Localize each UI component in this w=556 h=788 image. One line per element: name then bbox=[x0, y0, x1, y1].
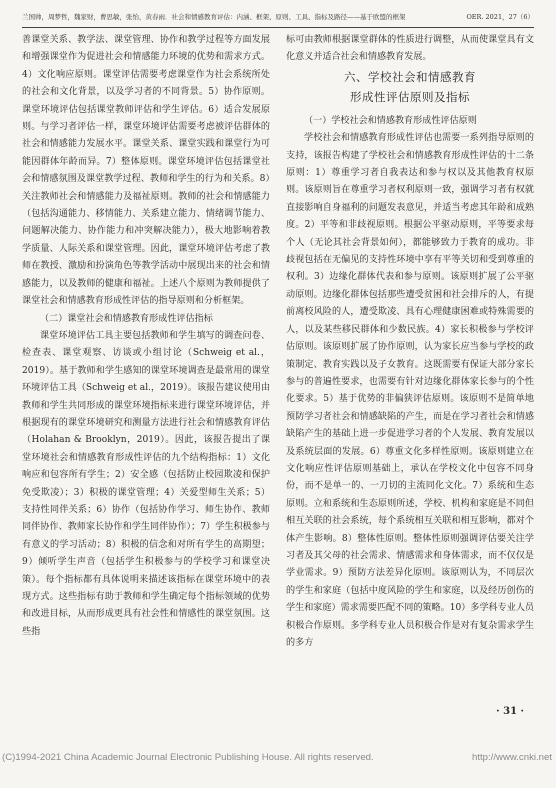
header-journal-issue: OER. 2021，27（6） bbox=[466, 13, 534, 21]
running-header bbox=[22, 10, 534, 24]
body-paragraph: 善课堂关系、教学法、课堂管理、协作和教学过程等方面发展和增强课堂作为促进社会和情感能力环境的优势和需求方式。4）文化响应原则。课堂评估需要考虑课堂作为社会系统所处的社会和文化背景，以及学习者的不同背景。5）协作原则。课堂环境评估包括课堂教师评估和学生评估。6）适合发展原则。与学习者评估一样，课堂环境评估需要考虑被评估群体的社会和情感能力发展水平。课堂关系、课堂实践和课堂行为可能因群体年龄而异。7）整体原则。课堂环境评估包括课堂社会和情感氛围及课堂教学过程、教师和学生的行为和关系。8）关注教师社会和情感能力及福祉原则。教师的社会和情感能力（包括沟通能力、移情能力、关系建立能力、情绪调节能力、问题解决能力、协作能力和冲突解决能力），极大地影响着教学质量、人际关系和课堂管理。因此，课堂环境评估考虑了教师在教授、激励和扮演角色等教学活动中展现出来的社会和情感能力，以及教师的健康和福祉。上述八个原则为教师提供了课堂社会和情感教育形成性评估的指导原则和分析框架。 bbox=[22, 35, 270, 307]
footer-copyright: (C)1994-2021 China Academic Journal Electronic Publishing House. All rights reserved. bbox=[2, 752, 374, 763]
body-paragraph: 课堂环境评估工具主要包括教师和学生填写的调查问卷、检查表、课堂观察、访谈或小组讨论（Schweig et al.，2019）。基于教师和学生感知的课堂环境调查是最常用的课堂环境评估工具（Schweig et al.，2019）。该报告建议使用由教师和学生共同形成的课堂环境指标来进行课堂环境评估，并根据现有的课堂环境研究和测量方法进行社会和情感教育评估（Holahan & Brooklyn，2019）。因此，该报告提出了课堂环境社会和情感教育形成性评估的九个结构指标：1）文化响应和包容所有学生；2）安全感（包括防止校园欺凌和保护免受欺凌）；3）积极的课堂管理；4）关爱型师生关系；5）支持性同伴关系；6）协作（包括协作学习、师生协作、教师同伴协作、教师家长协作和学生同伴协作）；7）学生积极参与有意义的学习活动；8）积极的信念和对所有学生的高期望；9）倾听学生声音（包括学生积极参与的学校学习和课堂决策）。每个指标都有具体说明来描述该指标在课堂环境中的表现方式。这些指标有助于教师和学生确定每个指标领域的优势和改进目标，从而形成更具有社会性和情感性的课堂氛围。这些指 bbox=[22, 330, 270, 637]
subsection-heading: （一）学校社会和情感教育形成性评估原则 bbox=[304, 115, 477, 126]
left-column bbox=[22, 32, 270, 641]
footer-site-link[interactable]: http://www.cnki.net bbox=[472, 752, 552, 763]
header-divider bbox=[22, 27, 534, 28]
header-authors-title: 兰国帅，周梦哲，魏家财，曹思敏，张怡，黄春雨．社会和情感教育评估：内涵、框架、原则、工具、指标及路径——基于欧盟的框架 bbox=[22, 13, 406, 21]
body-paragraph: 学校社会和情感教育形成性评估也需要一系列指导原则的支持，该报告构建了学校社会和情感教育形成性评估的十二条原则：1）尊重学习者自我表达和参与权以及其他教育权原则。该原则旨在尊重学习者权利原则一致，强调学习者有权就直接影响自身福利的问题发表意见，并适当考虑其年龄和成熟度。2）平等和非歧视原则。根据公平驱动原则，平等要求每个人（无论其社会背景如何），都能够致力于教育的成功。非歧视包括在无偏见的支持性环境中享有平等关切和受到尊重的权利。3）边缘化群体代表和参与原则。该原则扩展了公平驱动原则。边缘化群体包括那些遭受贫困和社会排斥的人，有提前离校风险的人，遭受欺凌、具有心理健康困难或特殊需要的人，以及某些移民群体和少数民族。4）家长积极参与学校评估原则。该原则扩展了协作原则，认为家长应当参与学校的政策制定、教育实践以及子女教育。这既需要有保证大部分家长参与的普遍性要求，也需要有针对边缘化群体家长参与的个性化要求。5）基于优势的非偏狭评估原则。该原则不是简单地预防学习者社会和情感缺陷的产生，而是在学习者社会和情感缺陷产生的基础上进一步促进学习者的个人发展、教育发展以及系统层面的发展。6）尊重文化多样性原则。该原则建立在文化响应性评估原则基础上，承认在学校文化中包容不同身份，而不是单一的、一刀切的主流同化文化。7）系统和生态原则。立和系统和生态原则所述，学校、机构和家庭是不同但相互关联的社会系统，每个系统相互关联和相互影响，都对个体产生影响。8）整体性原则。整体性原则强调评估要关注学习者及其父母的社会需求、情感需求和身体需求，而不仅仅是学业需求。9）预防方法差异化原则。该原则认为，不同层次的学生和家庭（包括中度风险的学生和家庭，以及经历创伤的学生和家庭）需求需要匹配不同的策略。10）多学科专业人员积极合作原则。多学科专业人员积极合作是对有复杂需求学生的多方 bbox=[286, 133, 535, 648]
page-number: · 31 · bbox=[496, 706, 524, 717]
body-paragraph: 标可由教师根据课堂群体的性质进行调整，从而使课堂具有文化意义并适合社会和情感教育发展。 bbox=[286, 35, 534, 63]
subsection-heading: （二）课堂社会和情感教育形成性评估指标 bbox=[40, 313, 213, 324]
section-heading: 形成性评估原则及指标 bbox=[350, 89, 470, 104]
right-column bbox=[286, 32, 534, 652]
section-heading: 六、学校社会和情感教育 bbox=[344, 69, 476, 84]
footer bbox=[0, 752, 556, 772]
